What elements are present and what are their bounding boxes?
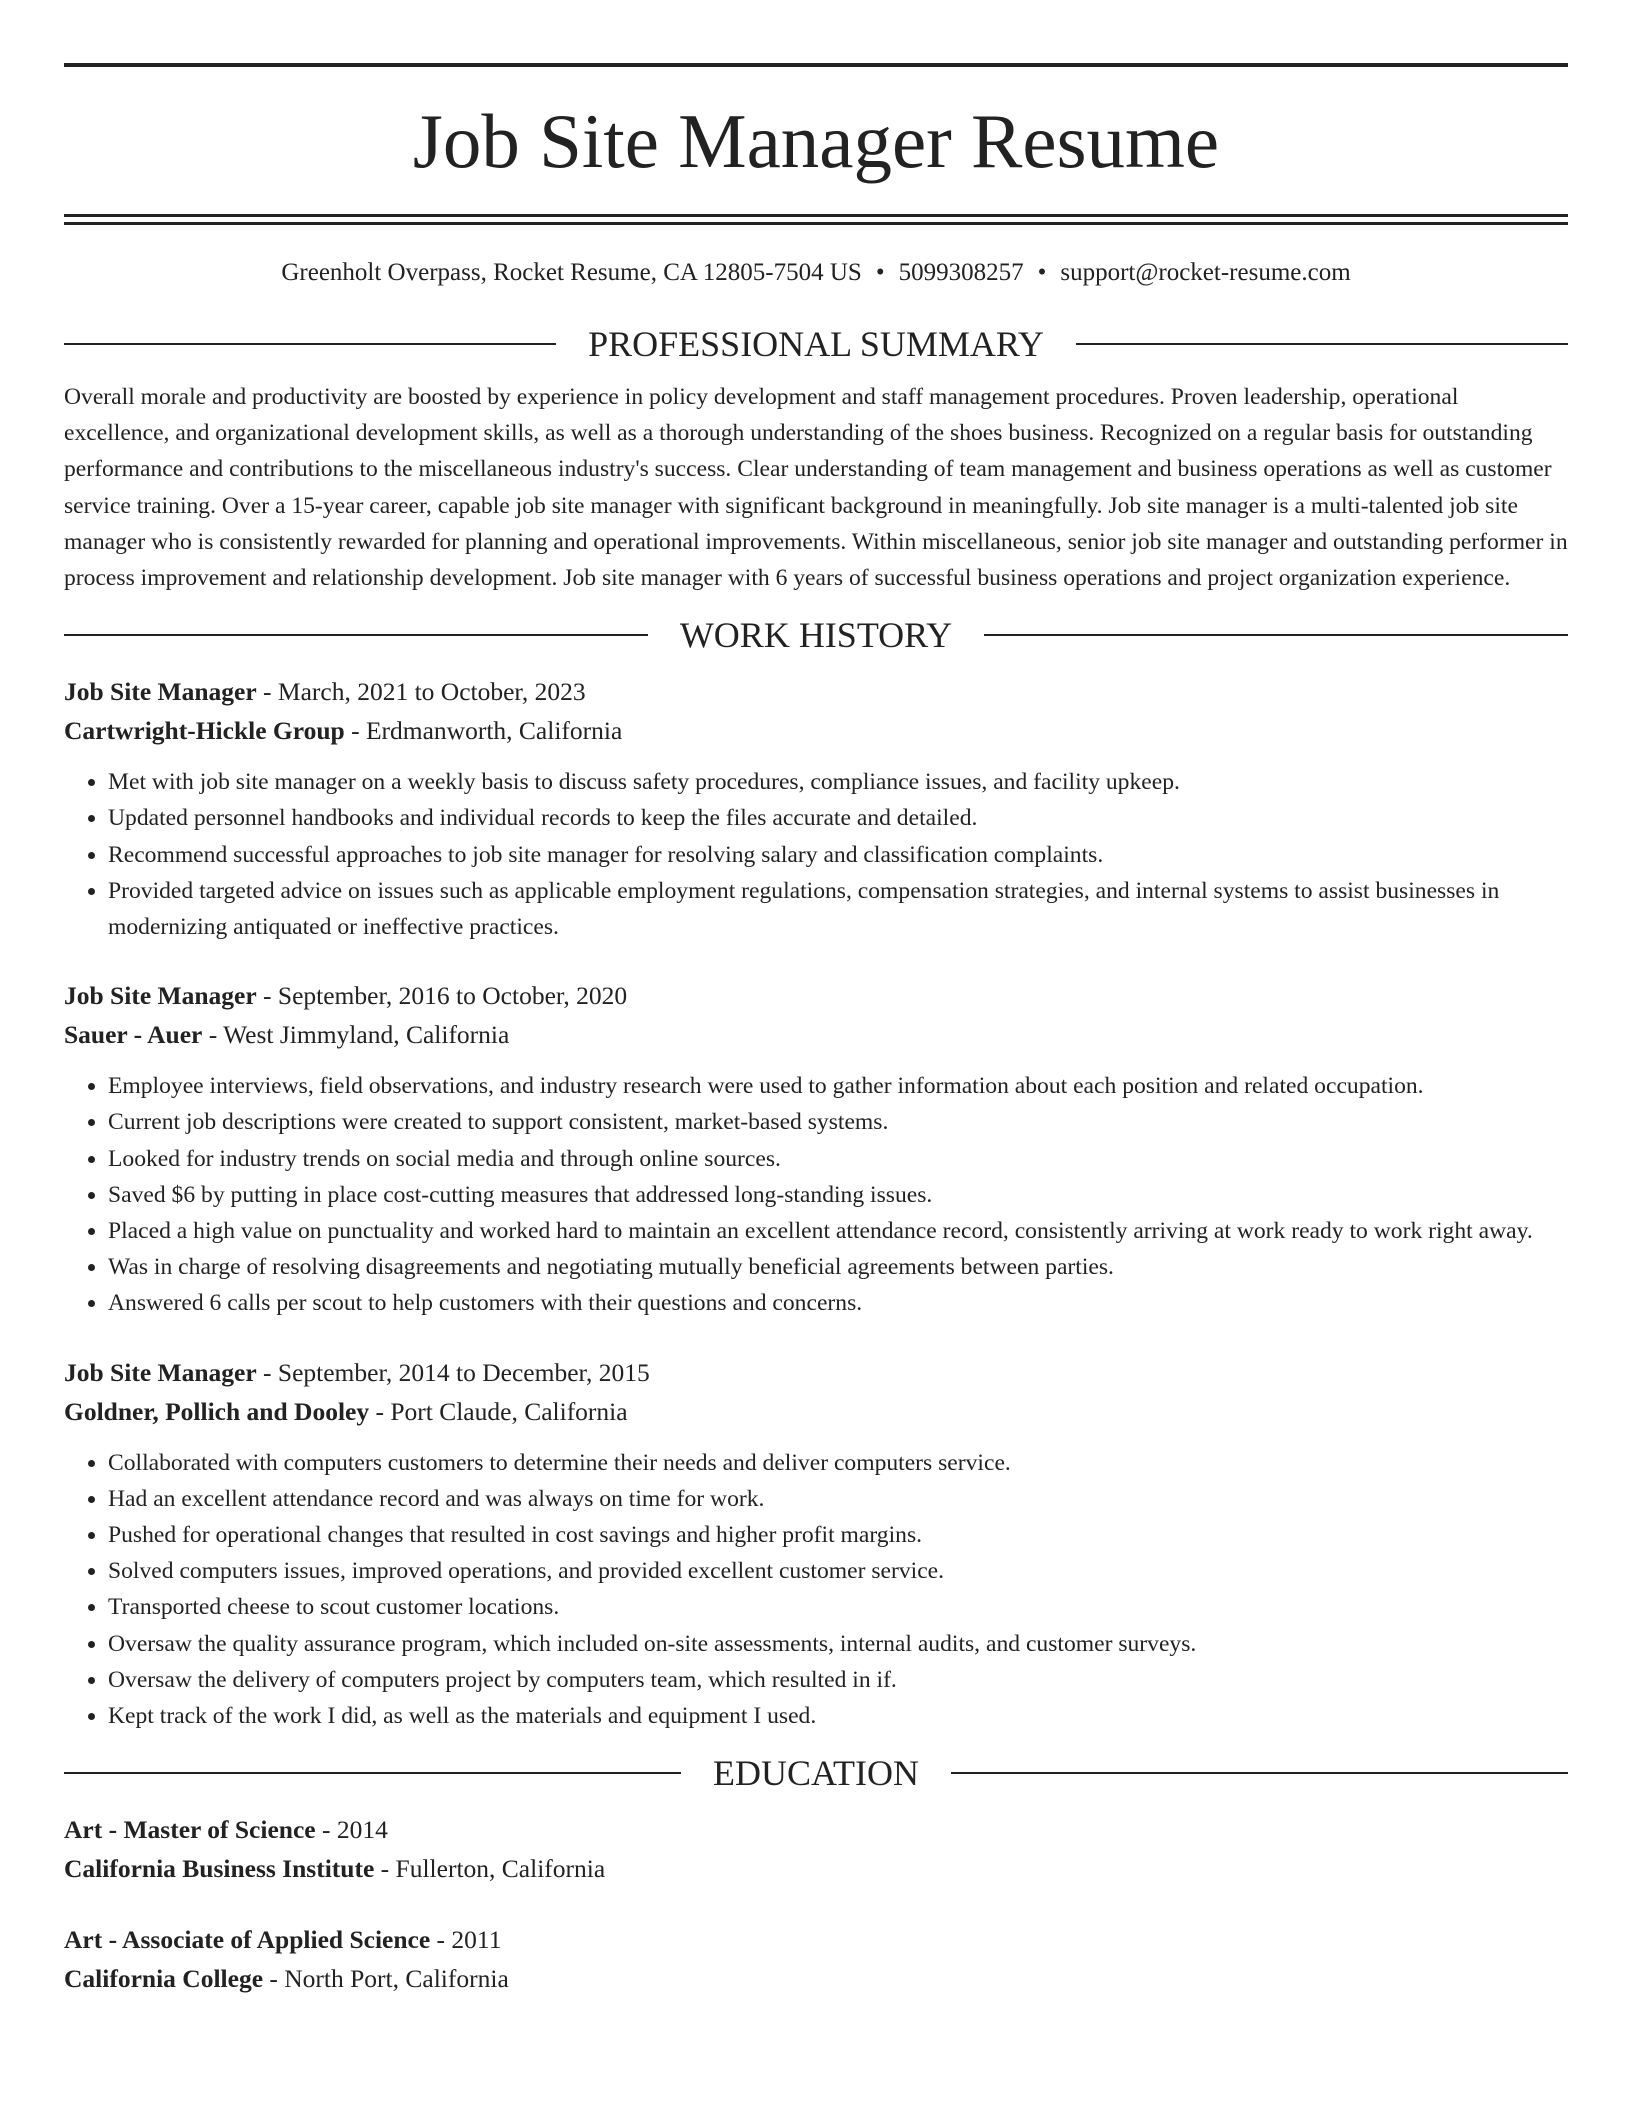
list-item: • Transported cheese to scout customer locations. bbox=[108, 1589, 1568, 1625]
heading-rule bbox=[64, 1772, 681, 1774]
job-entry bbox=[64, 1353, 1568, 1735]
job-title-line bbox=[64, 1353, 1568, 1392]
section-heading-work-history bbox=[64, 613, 1568, 657]
section-title: EDUCATION bbox=[713, 1753, 919, 1794]
job-company-line bbox=[64, 711, 1568, 750]
list-item: • Met with job site manager on a weekly basis to discuss safety procedures, compliance issues, and facility upkeep. bbox=[108, 764, 1568, 800]
education-location: - Fullerton, California bbox=[374, 1854, 606, 1884]
list-item: • Was in charge of resolving disagreements and negotiating mutually beneficial agreements between parties. bbox=[108, 1249, 1568, 1285]
section-heading-education bbox=[64, 1751, 1568, 1795]
job-bullets bbox=[64, 764, 1568, 945]
job-title-line bbox=[64, 672, 1568, 711]
list-item: • Pushed for operational changes that resulted in cost savings and higher profit margins. bbox=[108, 1517, 1568, 1553]
list-item: • Updated personnel handbooks and individual records to keep the files accurate and detailed. bbox=[108, 800, 1568, 836]
contact-separator: • bbox=[1037, 259, 1047, 286]
list-item: • Oversaw the quality assurance program, which included on-site assessments, internal audits, and customer surveys. bbox=[108, 1626, 1568, 1662]
job-company-line bbox=[64, 1015, 1568, 1054]
contact-email: support@rocket-resume.com bbox=[1060, 259, 1351, 286]
education-school-line bbox=[64, 1849, 1568, 1888]
education-degree-line bbox=[64, 1920, 1568, 1959]
job-company-line bbox=[64, 1392, 1568, 1431]
list-item: • Collaborated with computers customers to determine their needs and deliver computers service. bbox=[108, 1445, 1568, 1481]
list-item: • Saved $6 by putting in place cost-cutting measures that addressed long-standing issues. bbox=[108, 1177, 1568, 1213]
contact-separator: • bbox=[875, 259, 885, 286]
education-degree: Art - Associate of Applied Science bbox=[64, 1925, 431, 1955]
job-location: - Port Claude, California bbox=[369, 1396, 628, 1426]
education-year: - 2011 bbox=[430, 1925, 502, 1955]
education-school: California College bbox=[64, 1964, 264, 1994]
title-double-rule bbox=[64, 214, 1568, 225]
job-company: Cartwright-Hickle Group bbox=[64, 716, 345, 746]
job-company: Goldner, Pollich and Dooley bbox=[64, 1396, 370, 1426]
top-rule bbox=[64, 63, 1568, 67]
list-item: • Placed a high value on punctuality and worked hard to maintain an excellent attendance record, consistently arriving at work ready to work right away. bbox=[108, 1213, 1568, 1249]
job-location: - West Jimmyland, California bbox=[202, 1020, 510, 1050]
list-item: • Oversaw the delivery of computers project by computers team, which resulted in if. bbox=[108, 1662, 1568, 1698]
section-heading-summary bbox=[64, 322, 1568, 366]
contact-line bbox=[64, 257, 1568, 289]
job-title-line bbox=[64, 976, 1568, 1015]
list-item: • Recommend successful approaches to job site manager for resolving salary and classification complaints. bbox=[108, 837, 1568, 873]
job-entry bbox=[64, 672, 1568, 945]
list-item: • Solved computers issues, improved operations, and provided excellent customer service. bbox=[108, 1553, 1568, 1589]
list-item: • Kept track of the work I did, as well as the materials and equipment I used. bbox=[108, 1698, 1568, 1734]
list-item: • Employee interviews, field observations, and industry research were used to gather information about each position and related occupation. bbox=[108, 1068, 1568, 1104]
education-location: - North Port, California bbox=[263, 1964, 509, 1994]
job-title: Job Site Manager bbox=[64, 1357, 257, 1387]
education-entry bbox=[64, 1920, 1568, 1998]
list-item: • Had an excellent attendance record and was always on time for work. bbox=[108, 1481, 1568, 1517]
education-degree: Art - Master of Science bbox=[64, 1815, 316, 1845]
job-dates: - September, 2014 to December, 2015 bbox=[256, 1357, 650, 1387]
heading-rule bbox=[951, 1772, 1568, 1774]
heading-rule bbox=[984, 634, 1568, 636]
job-entry bbox=[64, 976, 1568, 1321]
education-degree-line bbox=[64, 1810, 1568, 1849]
heading-rule bbox=[64, 634, 648, 636]
summary-text: Overall morale and productivity are boosted by experience in policy development and staff management procedures. Proven leadership, operational excellence, and organizational development skills, as well as a thorough understanding of the shoes business. Recognized on a regular basis for outstanding performance and contributions to the miscellaneous industry's success. Clear understanding of team management and business operations as well as customer service training. Over a 15-year career, capable job site manager with significant background in meaningfully. Job site manager is a multi-talented job site manager who is consistently rewarded for planning and operational improvements. Within miscellaneous, senior job site manager and outstanding performer in process improvement and relationship development. Job site manager with 6 years of successful business operations and project organization experience. bbox=[64, 384, 1568, 592]
section-title: WORK HISTORY bbox=[679, 615, 953, 656]
section-title: PROFESSIONAL SUMMARY bbox=[588, 324, 1044, 364]
job-bullets bbox=[64, 1445, 1568, 1735]
job-dates: - September, 2016 to October, 2020 bbox=[256, 981, 628, 1011]
list-item: • Looked for industry trends on social media and through online sources. bbox=[108, 1141, 1568, 1177]
job-dates: - March, 2021 to October, 2023 bbox=[256, 677, 586, 707]
contact-address: Greenholt Overpass, Rocket Resume, CA 12805-7504 US bbox=[281, 259, 862, 286]
job-location: - Erdmanworth, California bbox=[344, 716, 623, 746]
education-year: - 2014 bbox=[315, 1815, 388, 1845]
heading-rule bbox=[64, 343, 556, 345]
contact-phone: 5099308257 bbox=[898, 259, 1024, 286]
list-item: • Answered 6 calls per scout to help customers with their questions and concerns. bbox=[108, 1285, 1568, 1321]
job-bullets bbox=[64, 1068, 1568, 1321]
list-item: • Current job descriptions were created to support consistent, market-based systems. bbox=[108, 1104, 1568, 1140]
education-entry bbox=[64, 1810, 1568, 1888]
list-item: • Provided targeted advice on issues such as applicable employment regulations, compensation strategies, and internal systems to assist businesses in modernizing antiquated or ineffective practices. bbox=[108, 873, 1568, 945]
job-company: Sauer - Auer bbox=[64, 1020, 203, 1050]
resume-page bbox=[64, 0, 1568, 1998]
heading-rule bbox=[1076, 343, 1568, 345]
job-title: Job Site Manager bbox=[64, 981, 257, 1011]
education-school-line bbox=[64, 1959, 1568, 1998]
page-title: Job Site Manager Resume bbox=[412, 98, 1220, 184]
education-school: California Business Institute bbox=[64, 1854, 375, 1884]
job-title: Job Site Manager bbox=[64, 677, 257, 707]
